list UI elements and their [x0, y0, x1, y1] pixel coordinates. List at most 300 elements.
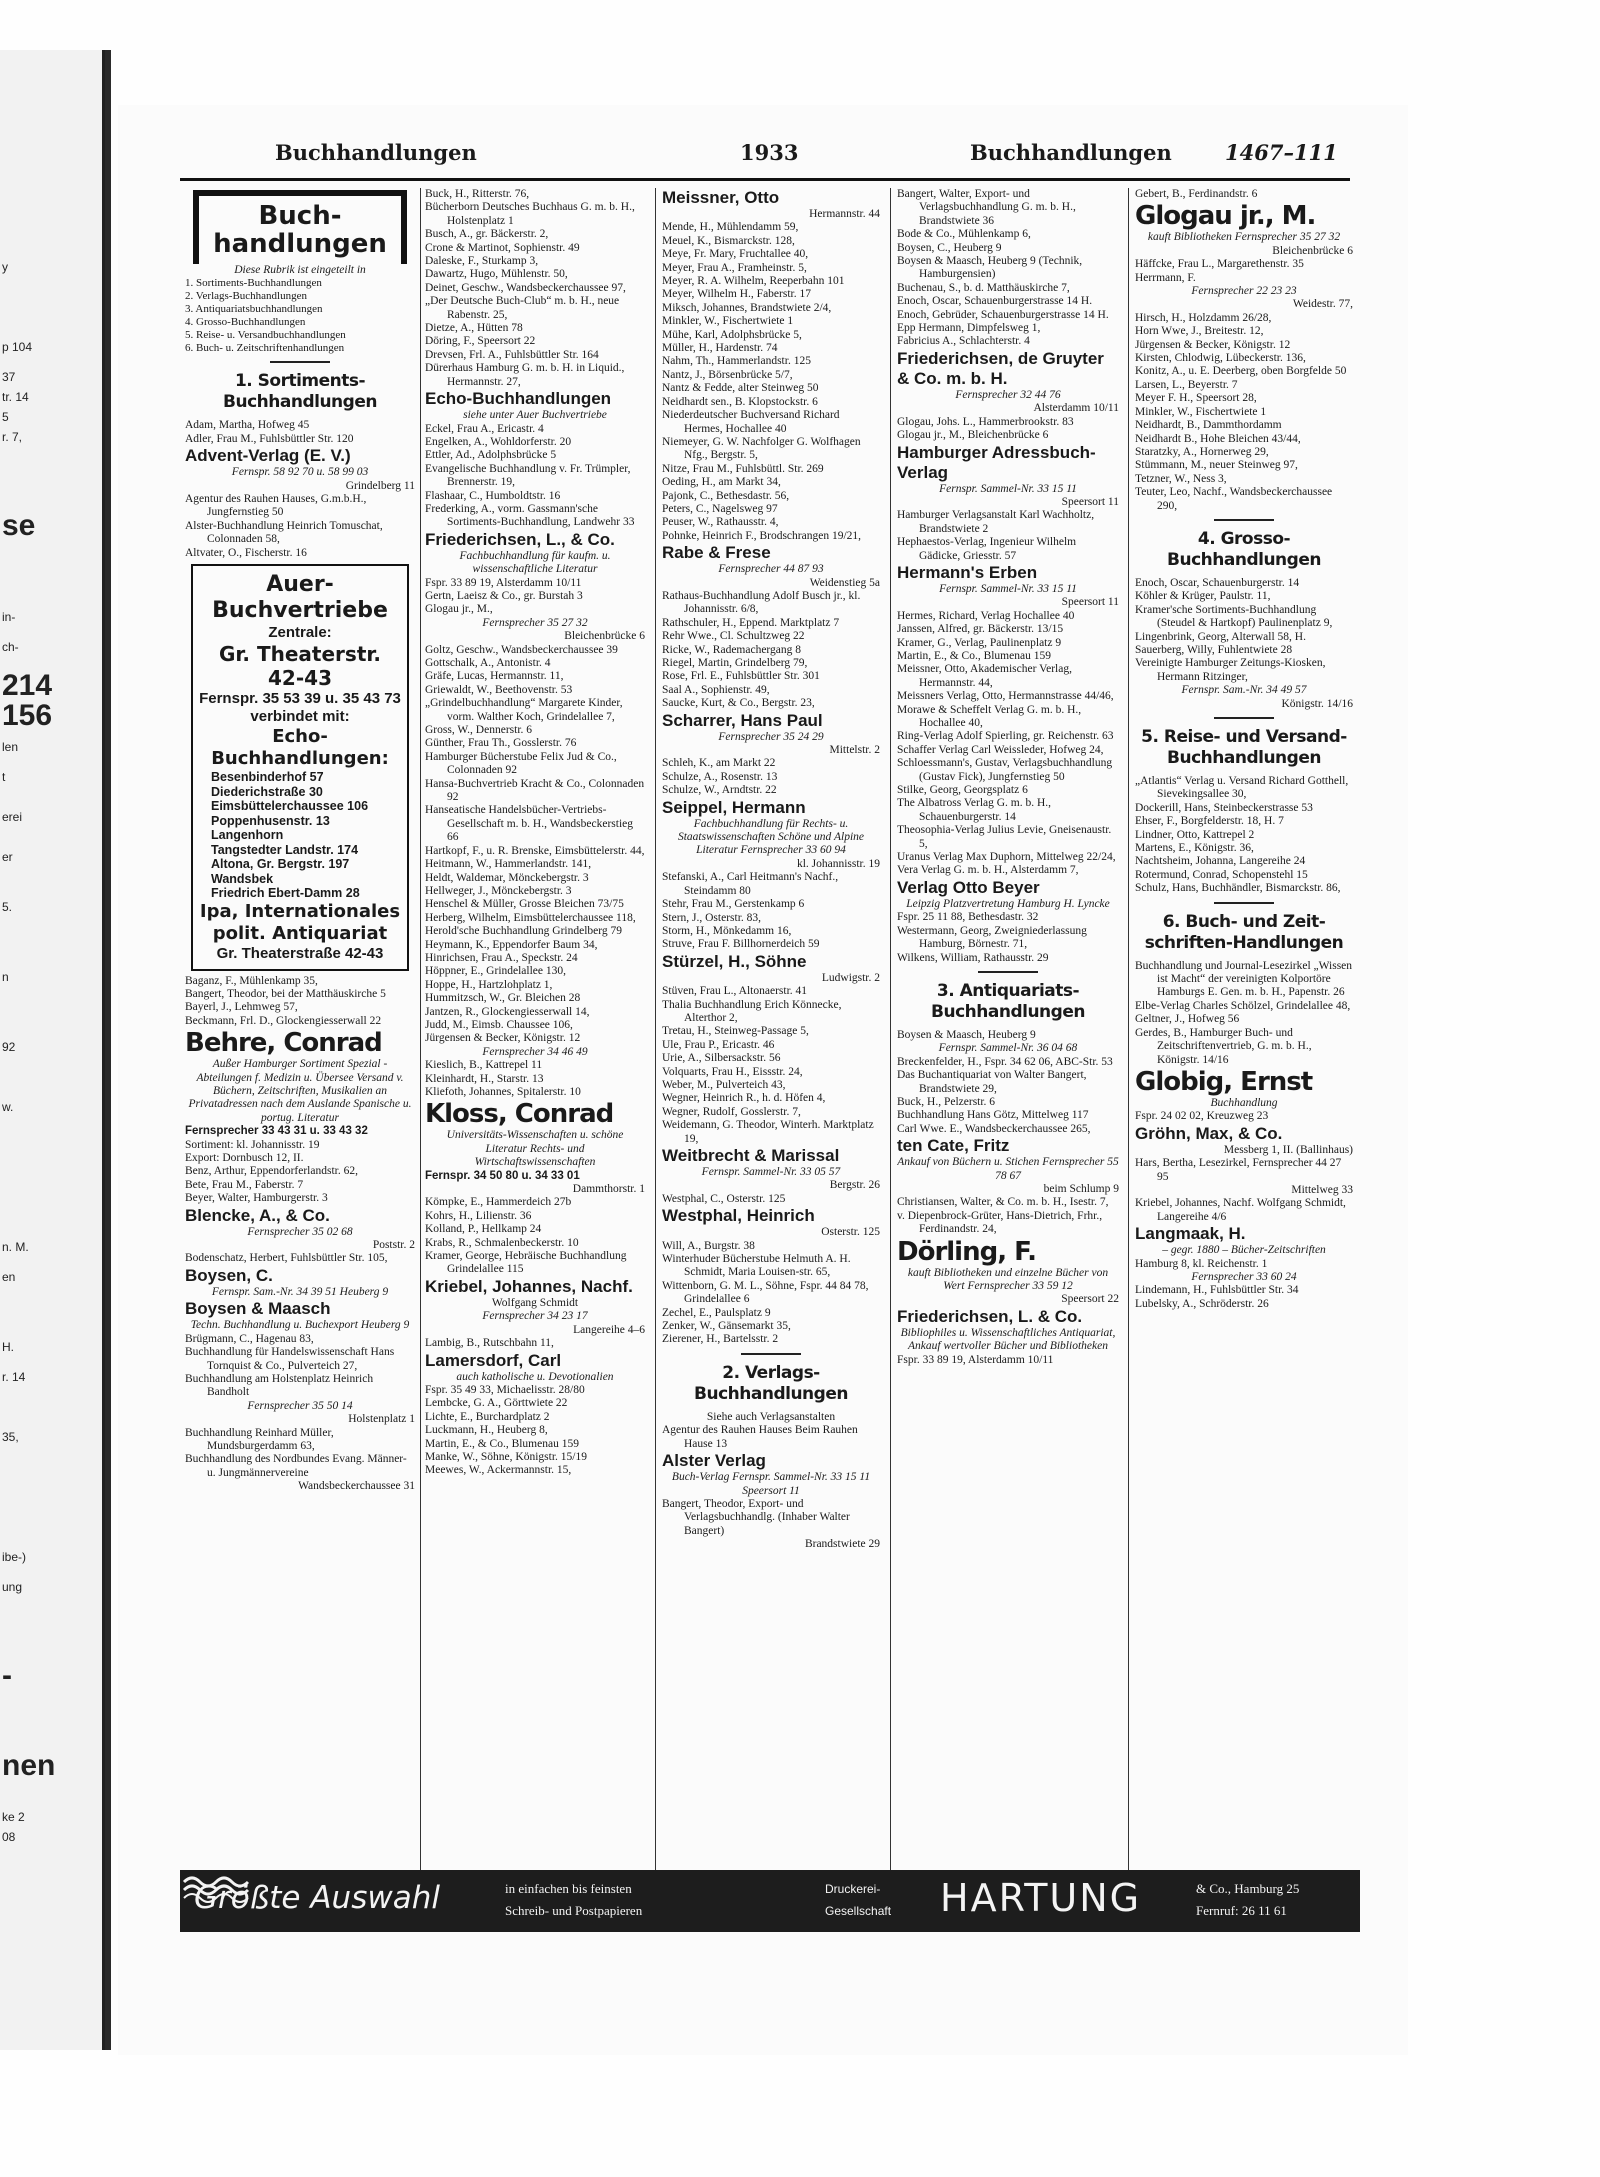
listing-entry: Will, A., Burgstr. 38	[662, 1239, 755, 1252]
listing-address: Langereihe 4–6	[573, 1323, 645, 1336]
listing-entry: Daleske, F., Sturkamp 3,	[425, 255, 539, 268]
listing-firm-name: Friederichsen, de Gruyter & Co. m. b. H.	[897, 348, 1104, 388]
listing-entry: Hars, Bertha, Lesezirkel, Fernsprecher 44 27 95	[1135, 1157, 1342, 1183]
listing-entry: Dockerill, Hans, Steinbeckerstrasse 53	[1135, 801, 1313, 814]
listing-address: Brandstwiete 29	[804, 1538, 880, 1551]
listing-entry: Hellweger, J., Mönckebergstr. 3	[425, 884, 572, 897]
listing-entry: Meyer, Wilhelm H., Faberstr. 17	[662, 288, 811, 301]
listing-address: Königstr. 14/16	[1281, 697, 1353, 710]
listing-entry: Martin, E., & Co., Blumenau 159	[897, 649, 1051, 662]
listing-entry: Niederdeutscher Buchversand Richard Hermes, Hochallee 40	[662, 409, 840, 435]
listing-phone: Fernsprecher 33 43 31 u. 33 43 32	[185, 1125, 368, 1138]
listing-entry: Stilke, Georg, Georgsplatz 6	[897, 784, 1028, 797]
listing-entry: Crone & Martinot, Sophienstr. 49	[425, 241, 580, 254]
banner-printer-text: Druckerei- Gesellschaft	[825, 1882, 892, 1918]
listing-entry: Gräfe, Lucas, Hermannstr. 11,	[425, 670, 564, 683]
listing-note: Bibliophiles u. Wissenschaftliches Antiquariat, Ankauf wertvoller Bücher und Bibliotheken	[900, 1326, 1116, 1353]
prev-page-fragment: erei	[2, 810, 23, 824]
listing-entry: Benz, Arthur, Eppendorferlandstr. 62,	[185, 1165, 358, 1178]
column-divider	[655, 188, 656, 1893]
listing-entry: Wegner, Heinrich R., h. d. Höfen 4,	[662, 1092, 826, 1105]
listing-note: Fernsprecher 35 27 32	[482, 616, 588, 629]
listing-entry: Janssen, Alfred, gr. Bäckerstr. 13/15	[897, 623, 1064, 636]
listing-entry: Hamburg 8, kl. Reichenstr. 1	[1135, 1257, 1268, 1270]
prev-page-fragment: r. 7,	[2, 430, 23, 444]
section-divider	[1214, 717, 1274, 719]
listing-entry: Schloessmann's, Gustav, Verlagsbuchhandlung (Gustav Fick), Jungfernstieg 50	[897, 757, 1113, 783]
listing-address: kl. Johannisstr. 19	[796, 857, 880, 870]
header-left-title: Buchhandlungen	[275, 140, 477, 165]
listing-entry: Luckmann, H., Heuberg 8,	[425, 1424, 548, 1437]
listing-firm-name: Boysen, C.	[185, 1265, 273, 1285]
listing-entry: Wegner, Rudolf, Gosslerstr. 7,	[662, 1105, 801, 1118]
listing-entry: Hermes, Richard, Verlag Hochallee 40	[897, 609, 1075, 622]
listing-entry: Rathschuler, H., Eppend. Marktplatz 7	[662, 616, 840, 629]
listing-entry: Stehr, Frau M., Gerstenkamp 6	[662, 898, 805, 911]
rubric-category-item: 6. Buch- u. Zeitschriftenhandlungen	[185, 342, 345, 355]
listing-entry: Teuter, Leo, Nachf., Wandsbeckerchaussee 290,	[1135, 486, 1333, 512]
prev-page-fragment: 5.	[2, 900, 13, 914]
listing-note: Universitäts-Wissenschaften u. schöne Literatur Rechts- und Wirtschaftswissenschaften	[446, 1129, 624, 1169]
listing-entry: Agentur des Rauhen Hauses, G.m.b.H., Jungfernstieg 50	[185, 493, 367, 519]
listing-entry: Epp Hermann, Dimpfelsweg 1,	[897, 322, 1041, 335]
listing-entry: Schulze, W., Arndtstr. 22	[662, 784, 777, 797]
listing-entry: Rotermund, Conrad, Schopenstehl 15	[1135, 868, 1308, 881]
listing-entry: Rathaus-Buchhandlung Adolf Busch jr., kl. Johannisstr. 6/8,	[662, 589, 861, 616]
section-heading: 2. Verlags- Buchhandlungen	[694, 1362, 848, 1404]
listing-note: kauft Bibliotheken Fernsprecher 35 27 32	[1147, 231, 1341, 244]
listing-entry: Das Buchantiquariat von Walter Bangert, Brandstwiete 29,	[897, 1069, 1087, 1095]
page-number: 1467–111	[1225, 140, 1338, 165]
listing-address: Poststr. 2	[372, 1239, 415, 1252]
rubric-category-item: 1. Sortiments-Buchhandlungen	[185, 277, 322, 290]
listing-entry: Kliefoth, Johannes, Spitalerstr. 10	[425, 1086, 581, 1098]
rubric-category-item: 3. Antiquariatsbuchhandlungen	[185, 303, 323, 316]
listing-entry: Nitze, Frau M., Fuhlsbüttl. Str. 269	[662, 462, 824, 475]
header-year: 1933	[740, 140, 799, 165]
header-rule	[180, 178, 1350, 181]
listing-entry: Export: Dornbusch 12, II.	[185, 1152, 304, 1165]
listing-entry: Herold'sche Buchhandlung Grindelberg 79	[425, 925, 622, 938]
ad-branch-item: Diederichstraße 30	[211, 784, 323, 799]
listing-entry: Bücherborn Deutsches Buchhaus G. m. b. H., Holstenplatz 1	[425, 201, 635, 227]
listing-entry: Hanseatische Handelsbücher-Vertriebs-Gesellschaft m. b. H., Wandsbeckerstieg 66	[425, 804, 634, 844]
listing-entry: Manke, W., Söhne, Königstr. 15/19	[425, 1450, 587, 1463]
listing-firm-name-large: Kloss, Conrad	[425, 1099, 614, 1130]
listing-entry: Storm, H., Mönkedamm 16,	[662, 924, 792, 937]
listing-entry: Horn Wwe, J., Breitestr. 12,	[1135, 325, 1264, 338]
ad-branch-item: Langenhorn	[211, 828, 284, 843]
prev-page-fragment: ung	[2, 1580, 23, 1594]
listing-address: beim Schlump 9	[1043, 1182, 1119, 1195]
ad-branch-item: Tangstedter Landstr. 174	[211, 842, 359, 857]
listing-entry: Kriebel, Johannes, Nachf. Wolfgang Schmidt, Langereihe 4/6	[1135, 1197, 1346, 1223]
listing-entry: Hephaestos-Verlag, Ingenieur Wilhelm Gädicke, Griesstr. 57	[897, 536, 1077, 562]
listing-entry: Buck, H., Pelzerstr. 6	[897, 1095, 996, 1108]
listing-entry: Meye, Fr. Mary, Fruchtallee 40,	[662, 248, 809, 261]
section-divider	[978, 971, 1038, 973]
listing-entry: Kramer, George, Hebräische Buchhandlung Grindelallee 115	[425, 1250, 627, 1276]
listing-entry: Niemeyer, G. W. Nachfolger G. Wolfhagen Nfg., Bergstr. 5,	[662, 435, 861, 462]
listing-entry: Lindemann, H., Fuhlsbüttler Str. 34	[1135, 1284, 1299, 1297]
listing-address: Holstenplatz 1	[348, 1413, 415, 1426]
listing-entry: Christiansen, Walter, & Co. m. b. H., Isestr. 7,	[897, 1196, 1109, 1209]
listing-address: Grindelberg 11	[345, 479, 415, 492]
prev-page-fragment: w.	[2, 1100, 14, 1114]
listing-address: Speersort 11	[1061, 495, 1119, 508]
listing-entry: „Atlantis“ Verlag u. Versand Richard Gotthell, Sievekingsallee 30,	[1135, 775, 1349, 801]
listing-entry: Beyer, Walter, Hamburgerstr. 3	[185, 1192, 328, 1205]
listing-entry: Minkler, W., Fischertwiete 1	[1135, 405, 1267, 418]
previous-page-edge	[0, 50, 105, 2050]
listing-entry: Adam, Martha, Hofweg 45	[185, 419, 310, 432]
ad-branch-item: Wandsbek	[211, 871, 274, 886]
listing-entry: Dawartz, Hugo, Mühlenstr. 50,	[425, 268, 568, 281]
prev-page-fragment: en	[2, 1270, 16, 1284]
listing-firm-name: Friederichsen, L., & Co.	[425, 529, 615, 549]
listing-entry: Meuel, K., Bismarckstr. 128,	[662, 234, 795, 247]
listing-entry: Enoch, Gebrüder, Schauenburgerstrasse 14 H.	[897, 308, 1109, 321]
listing-entry: Eckel, Frau A., Ericastr. 4	[425, 422, 544, 435]
listing-entry: Boysen & Maasch, Heuberg 9 (Technik, Hamburgensien)	[897, 255, 1083, 281]
listing-address: Alsterdamm 10/11	[1033, 402, 1119, 415]
column-divider	[1128, 188, 1129, 1893]
listing-entry: Breckenfelder, H., Fspr. 34 62 06, ABC-Str. 53	[897, 1055, 1113, 1068]
listing-entry: Altvater, O., Fischerstr. 16	[185, 546, 307, 559]
listing-entry: Bayerl, J., Lehmweg 57,	[185, 1001, 298, 1014]
ad-title: Auer-Buchvertriebe	[212, 572, 388, 624]
section-heading: 3. Antiquariats- Buchhandlungen	[931, 980, 1085, 1022]
rubric-category-item: 5. Reise- u. Versandbuchhandlungen	[185, 329, 346, 342]
prev-page-fragment: 08	[2, 1830, 16, 1844]
listing-entry: Westphal, C., Osterstr. 125	[662, 1192, 786, 1205]
section-heading: 4. Grosso- Buchhandlungen	[1167, 528, 1321, 570]
listing-entry: Busch, A., gr. Bäckerstr. 2,	[425, 228, 549, 241]
listing-entry: Theosophia-Verlag Julius Levie, Gneisenaustr. 5,	[897, 824, 1112, 850]
ad-connects: verbindet mit:	[250, 708, 350, 726]
listing-note: Fachbuchhandlung für kaufm. u. wissenschaftliche Literatur	[459, 549, 611, 576]
listing-entry: Meissner, Otto, Akademischer Verlag, Hermannstr. 44,	[897, 663, 1072, 689]
listing-entry: Nantz, J., Börsenbrücke 5/7,	[662, 368, 793, 381]
listing-entry: Gertn, Laeisz & Co., gr. Burstah 3	[425, 589, 583, 602]
listing-entry: Müller, H., Hardenstr. 74	[662, 342, 778, 355]
section-divider	[741, 1353, 801, 1355]
listing-note: Buchhandlung	[1210, 1096, 1278, 1109]
listing-entry: Larsen, L., Beyerstr. 7	[1135, 378, 1238, 391]
listing-entry: Gross, W., Dennerstr. 6	[425, 724, 533, 737]
listing-note: Buch-Verlag Fernspr. Sammel-Nr. 33 15 11 Speersort 11	[671, 1471, 871, 1497]
listing-entry: Meyer F. H., Speersort 28,	[1135, 392, 1257, 405]
listing-firm-name: Friederichsen, L. & Co.	[897, 1306, 1083, 1326]
listing-entry: Lembcke, G. A., Görttwiete 22	[425, 1397, 568, 1410]
listing-entry: Pajonk, C., Bethesdastr. 56,	[662, 489, 790, 502]
listing-entry: Meyer, Frau A., Framheinstr. 5,	[662, 261, 807, 274]
listing-entry: Brügmann, C., Hagenau 83,	[185, 1332, 314, 1345]
listing-firm-name: Rabe & Frese	[662, 543, 771, 563]
listing-firm-name: Westphal, Heinrich	[662, 1206, 815, 1226]
listing-address: Weidestr. 77,	[1292, 298, 1353, 311]
listing-entry: Fspr. 25 11 88, Bethesdastr. 32	[897, 911, 1039, 924]
listing-entry: Heldt, Waldemar, Mönckebergstr. 3	[425, 871, 589, 884]
prev-page-fragment: ibe-)	[2, 1550, 27, 1564]
prev-page-fragment: 5	[2, 410, 9, 424]
listing-entry: Thalia Buchhandlung Erich Könnecke, Alterthor 2,	[662, 998, 842, 1024]
listing-note: Fernspr. Sammel-Nr. 33 15 11	[939, 582, 1077, 595]
listing-address: Bleichenbrücke 6	[1272, 244, 1353, 257]
listing-firm-name: Hamburger Adressbuch-Verlag	[897, 442, 1096, 482]
listing-address: Speersort 22	[1061, 1293, 1119, 1306]
listing-entry: Lichte, E., Burchardplatz 2	[425, 1410, 550, 1423]
rubric-title-box: Buch- handlungen	[193, 190, 407, 264]
prev-page-fragment: se	[2, 509, 36, 542]
listing-entry: Zechel, E., Paulsplatz 9	[662, 1306, 771, 1319]
listing-entry: Beckmann, Frl. D., Glockengiesserwall 22	[185, 1014, 382, 1027]
listing-firm-name-large: Dörling, F.	[897, 1236, 1036, 1267]
listing-note: Fernsprecher 35 02 68	[247, 1225, 353, 1238]
ad-phone: Fernspr. 35 53 39 u. 35 43 73	[199, 690, 401, 708]
listing-entry: Hamburger Verlagsanstalt Karl Wachholtz, Brandstwiete 2	[897, 509, 1095, 535]
listing-entry: Ring-Verlag Adolf Spierling, gr. Reichenstr. 63	[897, 730, 1114, 743]
prev-page-fragment: r. 14	[2, 1370, 26, 1384]
listing-entry: Buchhandlung am Holstenplatz Heinrich Bandholt	[185, 1372, 374, 1399]
listing-note: – gegr. 1880 – Bücher-Zeitschriften	[1162, 1244, 1326, 1257]
listing-note: Fernsprecher 33 60 24	[1191, 1270, 1297, 1283]
listing-entry: Henschel & Müller, Grosse Bleichen 73/75	[425, 898, 624, 911]
listing-note: Ankauf von Büchern u. Stichen Fernsprecher 55 78 67	[897, 1156, 1119, 1182]
prev-page-fragment: n. M.	[2, 1240, 29, 1254]
listing-entry: Buchhandlung Hans Götz, Mittelweg 117	[897, 1109, 1089, 1122]
listing-entry: Saucke, Kurt, & Co., Bergstr. 23,	[662, 697, 815, 710]
listing-entry: Ule, Frau P., Ericastr. 46	[662, 1038, 775, 1051]
listing-entry: Deinet, Geschw., Wandsbeckerchaussee 97,	[425, 281, 626, 294]
prev-page-fragment: 214	[2, 669, 53, 702]
listing-note: Siehe auch Verlagsanstalten	[706, 1410, 836, 1423]
listing-entry: Buchenau, S., b. d. Matthäuskirche 7,	[897, 281, 1070, 294]
listing-note: Fernspr. Sammel-Nr. 36 04 68	[938, 1042, 1078, 1055]
listing-entry: Carl Wwe. E., Wandsbeckerchaussee 265,	[897, 1122, 1091, 1135]
ad-antiquariat: Ipa, Internationales polit. Antiquariat	[199, 900, 401, 944]
listing-note: auch katholische u. Devotionalien	[456, 1370, 614, 1383]
listing-entry: Jürgensen & Becker, Königstr. 12	[1135, 338, 1291, 351]
listing-entry: Nachtsheim, Johanna, Langereihe 24	[1135, 855, 1306, 868]
listing-entry: Jantzen, R., Glockengiesserwall 14,	[425, 1005, 590, 1018]
banner-slogan: Größte Auswahl	[194, 1880, 440, 1916]
prev-page-fragment: 92	[2, 1040, 16, 1054]
listing-entry: v. Diepenbrock-Grüter, Hans-Dietrich, Frhr., Ferdinandstr. 24,	[897, 1209, 1103, 1236]
listing-entry: Peters, C., Nagelsweg 97	[662, 502, 778, 515]
listing-entry: Mende, H., Mühlendamm 59,	[662, 221, 799, 234]
listing-entry: Flashaar, C., Humboldtstr. 16	[425, 489, 561, 502]
listing-firm-name: ten Cate, Fritz	[897, 1136, 1010, 1156]
listing-entry: Kolland, P., Hellkamp 24	[425, 1223, 542, 1236]
listing-address: Hermannstr. 44	[809, 208, 880, 220]
listing-entry: Miksch, Johannes, Brandstwiete 2/4,	[662, 301, 832, 314]
listing-entry: Kömpke, E., Hammerdeich 27b	[425, 1196, 572, 1209]
listing-entry: Ricke, W., Rademachergang 8	[662, 643, 802, 656]
ad-subtitle: Zentrale:	[268, 624, 332, 642]
listing-address: Bleichenbrücke 6	[564, 630, 645, 643]
banner-address: & Co., Hamburg 25 Fernruf: 26 11 61	[1196, 1881, 1300, 1918]
listing-note: Außer Hamburger Sortiment Spezial - Abteilungen f. Medizin u. Übersee Versand v. Büchern, Zeitschriften, Musikalien an Privatadressen nach dem Auslande Spanische u. portug. Literatur	[188, 1058, 412, 1124]
listing-entry: Mühe, Karl, Adolphsbrücke 5,	[662, 328, 802, 341]
rubric-category-item: 4. Grosso-Buchhandlungen	[185, 316, 306, 329]
listing-entry: Kieslich, B., Kattrepel 11	[425, 1059, 543, 1072]
listing-entry: Boysen & Maasch, Heuberg 9	[897, 1028, 1036, 1041]
listing-entry: Höppner, E., Grindelallee 130,	[425, 965, 567, 978]
listing-entry: Sortiment: kl. Johannisstr. 19	[185, 1138, 320, 1151]
listing-entry: Baganz, F., Mühlenkamp 35,	[185, 974, 318, 987]
listing-note: Techn. Buchhandlung u. Buchexport Heuberg 9	[190, 1319, 410, 1332]
listing-entry: Wilkens, William, Rathausstr. 29	[897, 951, 1049, 964]
listing-firm-name: Scharrer, Hans Paul	[662, 710, 823, 730]
listing-entry: Hamburger Bücherstube Felix Jud & Co., Colonnaden 92	[425, 750, 617, 777]
listing-note: Fernsprecher 44 87 93	[718, 563, 824, 576]
column-3	[662, 188, 880, 1893]
listing-entry: Meissners Verlag, Otto, Hermannstrasse 44/46,	[897, 690, 1114, 703]
listing-entry: Adler, Frau M., Fuhlsbüttler Str. 120	[185, 432, 354, 445]
listing-firm-name: Advent-Verlag (E. V.)	[185, 446, 351, 466]
listing-phone: Fernspr. 34 50 80 u. 34 33 01	[425, 1169, 580, 1182]
listing-entry: Evangelische Buchhandlung v. Fr. Trümpler, Brennerstr. 19,	[425, 462, 631, 489]
column-2	[425, 188, 645, 1893]
listing-entry: Griewaldt, W., Beethovenstr. 53	[425, 683, 573, 696]
listing-firm-name: Hermann's Erben	[897, 562, 1038, 582]
listing-entry: Wittenborn, G. M. L., Söhne, Fspr. 44 84 78, Grindelallee 6	[662, 1279, 869, 1306]
header-right-title: Buchhandlungen	[970, 140, 1172, 165]
listing-entry: Ettler, Ad., Adolphsbrücke 5	[425, 449, 557, 462]
section-heading: 1. Sortiments- Buchhandlungen	[223, 371, 377, 413]
listing-entry: Dürerhaus Hamburg G. m. b. H. in Liquid., Hermannstr. 27,	[425, 362, 625, 388]
listing-entry: Uranus Verlag Max Duphorn, Mittelweg 22/24,	[897, 851, 1116, 864]
listing-entry: Judd, M., Eimsb. Chaussee 106,	[425, 1018, 573, 1031]
listing-entry: Lingenbrink, Georg, Alterwall 58, H.	[1135, 630, 1306, 643]
listing-entry: Struve, Frau F. Billhornerdeich 59	[662, 938, 820, 951]
prev-page-fragment: in-	[2, 610, 16, 624]
section-divider	[1214, 519, 1274, 521]
listing-note: Fernsprecher 32 44 76	[955, 388, 1061, 401]
listing-entry: Fabricius A., Schlachterstr. 4	[897, 335, 1030, 348]
listing-firm-name: Alster Verlag	[662, 1451, 766, 1471]
prev-page-fragment: 156	[2, 699, 53, 732]
ad-branch-item: Poppenhusenstr. 13	[211, 813, 330, 828]
listing-entry: Döring, F., Speersort 22	[425, 335, 536, 348]
listing-entry: Ehser, F., Borgfelderstr. 18, H. 7	[1135, 815, 1284, 828]
column-divider	[420, 188, 421, 1893]
listing-entry: Martin, E., & Co., Blumenau 159	[425, 1437, 579, 1450]
listing-address: Mittelstr. 2	[829, 744, 880, 757]
listing-entry: Herrmann, F.	[1135, 271, 1196, 284]
listing-entry: Enoch, Oscar, Schauenburgerstr. 14	[1135, 576, 1300, 589]
listing-entry: Elbe-Verlag Charles Schölzel, Grindelallee 48,	[1135, 999, 1351, 1012]
listing-entry: Buchhandlung für Handelswissenschaft Hans Tornquist & Co., Pulverteich 27,	[185, 1346, 395, 1372]
listing-firm-name-large: Glogau jr., M.	[1135, 201, 1316, 232]
listing-entry: Winterhuder Bücherstube Helmuth A. H. Schmidt, Maria Louisen-str. 65,	[662, 1253, 851, 1279]
listing-firm-name-large: Behre, Conrad	[185, 1028, 382, 1059]
listing-firm-name: Meissner, Otto	[662, 188, 780, 207]
listing-entry: Glogau jr., M., Bleichenbrücke 6	[897, 429, 1049, 442]
listing-entry: Buchhandlung und Journal-Lesezirkel „Wissen ist Macht“ der vereinigten Kolportöre Hamburgs E. Gen. m. b. H., Papenstr. 26	[1135, 959, 1353, 999]
ad-antiquariat-address: Gr. Theaterstraße 42-43	[216, 944, 384, 962]
listing-entry: The Albatross Verlag G. m. b. H., Schauenburgerstr. 14	[897, 797, 1052, 823]
prev-page-fragment: nen	[2, 1749, 56, 1782]
listing-entry: Morawe & Scheffelt Verlag G. m. b. H., Hochallee 40,	[897, 703, 1082, 729]
listing-entry: Häffcke, Frau L., Margarethenstr. 35	[1135, 258, 1304, 271]
listing-address: Mittelweg 33	[1291, 1183, 1353, 1196]
ad-address: Gr. Theaterstr. 42-43	[219, 642, 381, 691]
listing-entry: Enoch, Oscar, Schauenburgerstrasse 14 H.	[897, 295, 1093, 308]
listing-entry: Vereinigte Hamburger Zeitungs-Kiosken, Hermann Ritzinger,	[1135, 657, 1326, 683]
listing-entry: Boysen, C., Heuberg 9	[897, 241, 1002, 254]
listing-entry: Konitz, A., u. E. Deerberg, oben Borgfelde 50	[1135, 365, 1347, 378]
listing-entry: Goltz, Geschw., Wandsbeckerchaussee 39	[425, 643, 618, 656]
listing-entry: Stefanski, A., Carl Heitmann's Nachf., Steindamm 80	[662, 871, 839, 897]
listing-entry: Stern, J., Osterstr. 83,	[662, 911, 762, 924]
listing-entry: Lambig, B., Rutschbahn 11,	[425, 1337, 554, 1350]
listing-note: Fernsprecher 35 50 14	[247, 1399, 353, 1412]
listing-entry: Gerdes, B., Hamburger Buch- und Zeitschriftenvertrieb, G. m. b. H., Königstr. 14/16	[1135, 1026, 1312, 1066]
listing-firm-name: Gröhn, Max, & Co.	[1135, 1123, 1283, 1143]
listing-firm-name: Weitbrecht & Marissal	[662, 1146, 840, 1165]
listing-entry: Glogau, Johs. L., Hammerbrookstr. 83	[897, 415, 1074, 428]
prev-page-fragment: p 104	[2, 340, 33, 354]
listing-entry: Kohrs, H., Lilienstr. 36	[425, 1209, 532, 1222]
listing-entry: Bangert, Theodor, Export- und Verlagsbuchhandlg. (Inhaber Walter Bangert)	[662, 1497, 850, 1537]
listing-firm-name: Kriebel, Johannes, Nachf.	[425, 1276, 633, 1296]
listing-note: Fernsprecher 34 46 49	[482, 1045, 588, 1058]
listing-entry: Riegel, Martin, Grindelberg 79,	[662, 657, 808, 669]
listing-firm-name: Langmaak, H.	[1135, 1224, 1246, 1244]
auer-buchvertriebe-ad	[191, 564, 409, 971]
listing-entry: Hoppe, H., Hartzlohplatz 1,	[425, 978, 553, 991]
listing-entry: Sauerberg, Willy, Fuhlentwiete 28	[1135, 643, 1293, 656]
listing-address: Ludwigstr. 2	[821, 971, 880, 984]
listing-entry: Bangert, Walter, Export- und Verlagsbuchhandlung G. m. b. H., Brandstwiete 36	[897, 188, 1076, 227]
listing-entry: „Grindelbuchhandlung“ Margarete Kinder, vorm. Walther Koch, Grindelallee 7,	[425, 697, 623, 723]
listing-entry: Neidhardt B., Hohe Bleichen 43/44,	[1135, 432, 1301, 445]
listing-entry: Zierener, H., Bartelsstr. 2	[662, 1333, 779, 1346]
listing-note: Fernsprecher 35 24 29	[718, 730, 824, 743]
listing-note: Fernspr. Sammel-Nr. 33 05 57	[701, 1166, 841, 1178]
listing-entry: Jürgensen & Becker, Königstr. 12	[425, 1032, 581, 1045]
listing-entry: Hirsch, H., Holzdamm 26/28,	[1135, 311, 1272, 324]
ad-branch-list	[199, 770, 401, 901]
listing-entry: Hummitzsch, W., Gr. Bleichen 28	[425, 992, 581, 1005]
ad-branch-heading: Echo-Buchhandlungen:	[211, 726, 389, 770]
column-divider	[890, 188, 891, 1893]
listing-entry: Neidhardt, B., Dammthordamm	[1135, 419, 1282, 432]
listing-entry: Krabs, R., Schmalenbeckerstr. 10	[425, 1236, 579, 1249]
listing-note: siehe unter Auer Buchvertriebe	[463, 409, 607, 422]
listing-address: Wandsbeckerchaussee 31	[298, 1480, 415, 1493]
ad-branch-item: Altona, Gr. Bergstr. 197	[211, 857, 350, 872]
listing-entry: Weber, M., Pulverteich 43,	[662, 1078, 786, 1091]
listing-entry: Köhler & Krüger, Paulstr. 11,	[1135, 590, 1271, 603]
prev-page-fragment: y	[2, 260, 8, 274]
column-4	[897, 188, 1119, 1893]
prev-page-fragment: t	[2, 770, 6, 784]
listing-entry: Geltner, J., Hofweg 56	[1135, 1013, 1240, 1026]
prev-page-fragment: len	[2, 740, 19, 754]
prev-page-fragment: ch-	[2, 640, 19, 654]
listing-address: Speersort 11	[1061, 596, 1119, 609]
listing-entry: Rose, Frl. E., Fuhlsbüttler Str. 301	[662, 670, 820, 683]
listing-firm-name: Boysen & Maasch	[185, 1299, 331, 1319]
listing-firm-name: Stürzel, H., Söhne	[662, 951, 807, 971]
listing-entry: Martens, E., Königstr. 36,	[1135, 842, 1254, 855]
rubric-category-item: 2. Verlags-Buchhandlungen	[185, 290, 307, 303]
listing-entry: „Der Deutsche Buch-Club“ m. b. H., neue Rabenstr. 25,	[425, 295, 620, 321]
hartung-advertisement-banner	[180, 1870, 1360, 1932]
